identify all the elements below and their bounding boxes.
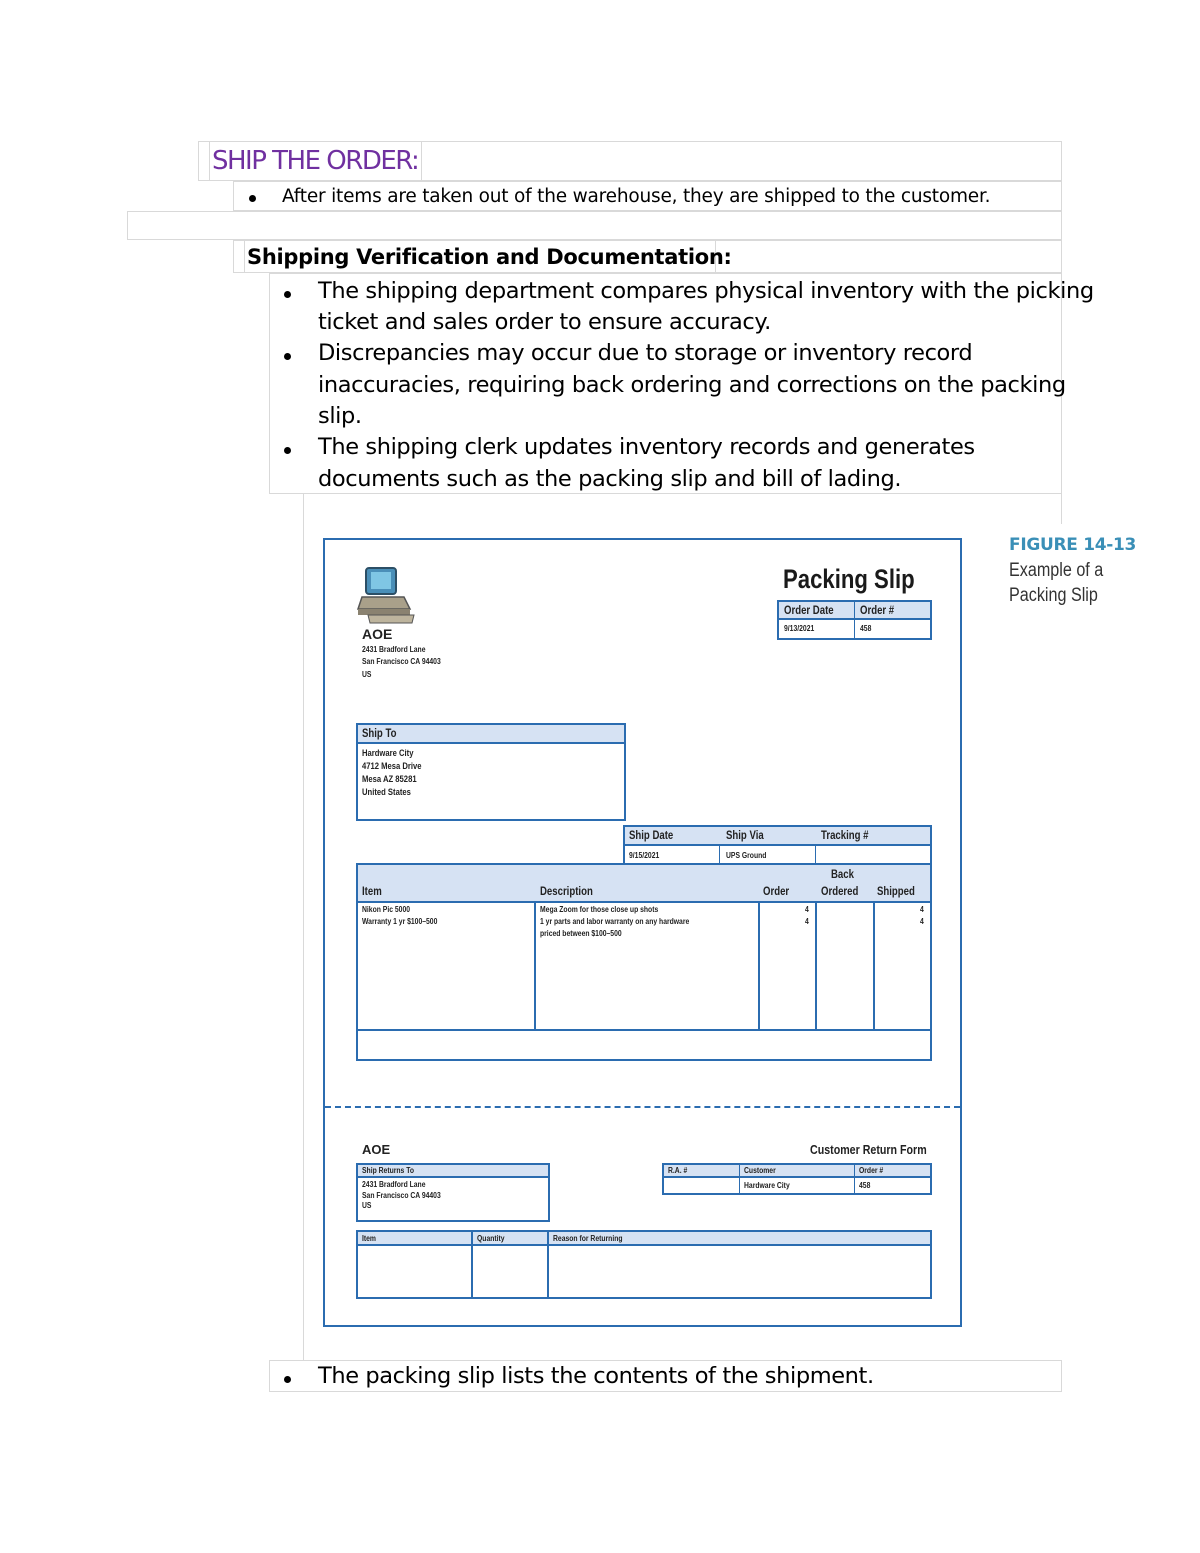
item-description: Mega Zoom for those close up shots bbox=[540, 905, 659, 914]
slip-company: AOE bbox=[362, 626, 393, 642]
items-col-divider bbox=[758, 903, 760, 1030]
spacer-box bbox=[127, 211, 1062, 240]
ship-returns-label: Ship Returns To bbox=[362, 1166, 415, 1175]
return-form-title: Customer Return Form bbox=[810, 1142, 927, 1157]
return-item-label: Item bbox=[362, 1234, 376, 1243]
ship-to-line: United States bbox=[362, 787, 411, 797]
order-date-divider bbox=[854, 602, 855, 638]
item-shipped: 4 bbox=[920, 917, 924, 926]
bullet-dot bbox=[249, 195, 256, 202]
items-header-description: Description bbox=[540, 884, 593, 898]
return-items-divider bbox=[547, 1232, 549, 1297]
return-company: AOE bbox=[362, 1142, 391, 1157]
ship-returns-line: US bbox=[362, 1201, 372, 1210]
ship-to-label: Ship To bbox=[362, 726, 397, 740]
items-header-item: Item bbox=[362, 884, 382, 898]
item-description: priced between $100–500 bbox=[540, 929, 622, 938]
item-name: Nikon Pic 5000 bbox=[362, 905, 411, 914]
order-num-value: 458 bbox=[860, 624, 872, 633]
section2-heading: Shipping Verification and Documentation: bbox=[247, 245, 732, 269]
ship-date-label: Ship Date bbox=[629, 828, 674, 842]
section2-bullet-2-line2: inaccuracies, requiring back ordering and corrections on the packing bbox=[318, 372, 1066, 398]
item-order: 4 bbox=[805, 905, 809, 914]
slip-address-line: US bbox=[362, 670, 372, 679]
ship-to-header bbox=[358, 725, 624, 744]
return-items-header bbox=[358, 1232, 930, 1246]
ship-to-line: 4712 Mesa Drive bbox=[362, 761, 422, 771]
order-date-value: 9/13/2021 bbox=[784, 624, 815, 633]
item-name: Warranty 1 yr $100–500 bbox=[362, 917, 438, 926]
slip-title: Packing Slip bbox=[783, 564, 915, 594]
item-description: 1 yr parts and labor warranty on any hardware bbox=[540, 917, 690, 926]
order-date-label: Order Date bbox=[784, 603, 834, 617]
items-header-back: Back bbox=[831, 867, 854, 881]
bullet-dot bbox=[284, 447, 291, 454]
cut-line bbox=[325, 1106, 960, 1108]
ship-returns-line: San Francisco CA 94403 bbox=[362, 1191, 441, 1200]
items-header-ordered: Ordered bbox=[821, 884, 859, 898]
items-footer-line bbox=[358, 1029, 930, 1031]
section1-bullet-text: After items are taken out of the warehouse, they are shipped to the customer. bbox=[282, 186, 991, 207]
bullet-dot bbox=[284, 291, 291, 298]
return-order-label: Order # bbox=[859, 1166, 884, 1175]
return-items-divider bbox=[471, 1232, 473, 1297]
items-header-order: Order bbox=[763, 884, 790, 898]
section2-bullet-3-line2: documents such as the packing slip and bill of lading. bbox=[318, 466, 902, 492]
ship-to-line: Hardware City bbox=[362, 748, 414, 758]
slip-address-line: 2431 Bradford Lane bbox=[362, 645, 426, 654]
figure-container-border bbox=[303, 494, 304, 1360]
bullet-dot bbox=[284, 1376, 291, 1383]
return-quantity-label: Quantity bbox=[477, 1234, 505, 1243]
return-customer-value: Hardware City bbox=[744, 1181, 790, 1190]
figure-caption-line1: Example of a bbox=[1009, 560, 1104, 581]
computer-icon bbox=[356, 565, 416, 625]
return-reason-label: Reason for Returning bbox=[553, 1234, 623, 1243]
ship-info-divider bbox=[719, 846, 720, 864]
ra-label: R.A. # bbox=[668, 1166, 688, 1175]
order-num-label: Order # bbox=[860, 603, 895, 617]
return-info-divider bbox=[739, 1165, 740, 1193]
figure-caption-line2: Packing Slip bbox=[1009, 585, 1098, 606]
items-col-divider bbox=[534, 903, 536, 1030]
items-header-shipped: Shipped bbox=[877, 884, 915, 898]
section1-heading: SHIP THE ORDER: bbox=[212, 146, 419, 176]
slip-address-line: San Francisco CA 94403 bbox=[362, 657, 441, 666]
items-col-divider bbox=[815, 903, 817, 1030]
items-col-divider bbox=[873, 903, 875, 1030]
return-info-divider bbox=[854, 1165, 855, 1193]
figure-number: FIGURE 14-13 bbox=[1009, 535, 1137, 555]
return-info-header bbox=[664, 1165, 930, 1178]
section2-bullet-1-line2: ticket and sales order to ensure accuracy. bbox=[318, 309, 771, 335]
ship-date-value: 9/15/2021 bbox=[629, 851, 660, 860]
section2-bullet-2-line3: slip. bbox=[318, 403, 362, 429]
return-order-value: 458 bbox=[859, 1181, 871, 1190]
section2-bullet-3-line1: The shipping clerk updates inventory records and generates bbox=[318, 434, 975, 460]
ship-info-divider bbox=[815, 846, 816, 864]
ship-via-value: UPS Ground bbox=[726, 851, 767, 860]
return-customer-label: Customer bbox=[744, 1166, 776, 1175]
section2-bullet-1-line1: The shipping department compares physical inventory with the picking bbox=[318, 278, 1094, 304]
item-shipped: 4 bbox=[920, 905, 924, 914]
item-order: 4 bbox=[805, 917, 809, 926]
ship-to-line: Mesa AZ 85281 bbox=[362, 774, 417, 784]
tracking-label: Tracking # bbox=[821, 828, 869, 842]
figure-container-border bbox=[1061, 494, 1062, 524]
ship-via-label: Ship Via bbox=[726, 828, 764, 842]
final-bullet-text: The packing slip lists the contents of the shipment. bbox=[318, 1363, 874, 1389]
section2-bullet-2-line1: Discrepancies may occur due to storage or inventory record bbox=[318, 340, 973, 366]
bullet-dot bbox=[284, 353, 291, 360]
ship-returns-line: 2431 Bradford Lane bbox=[362, 1180, 426, 1189]
